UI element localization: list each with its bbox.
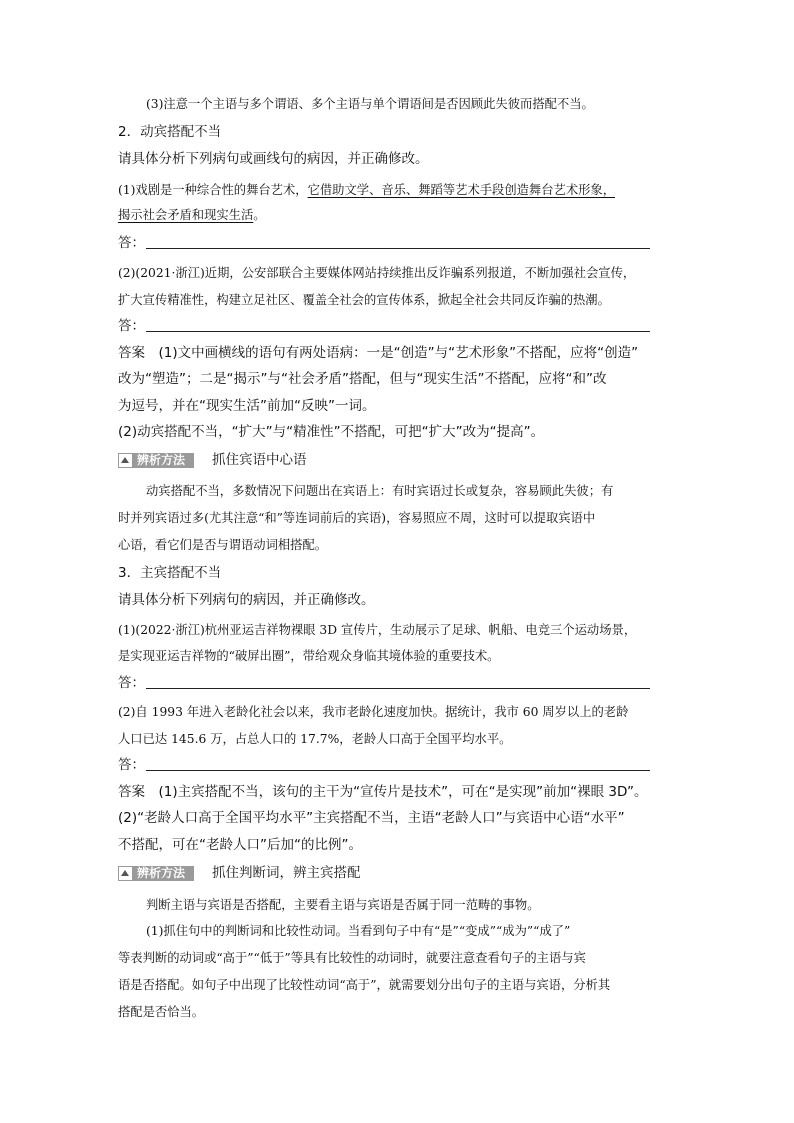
question-2-line-2: 扩大宣传精准性，构建立足社区、覆盖全社会的宣传体系，掀起全社会共同反诈骗的热潮。 <box>118 293 610 307</box>
method-2-line-3: 等表判断的动词或“高于”“低于”等具有比较性的动词时，就要注意查看句子的主语与宾 <box>118 951 586 965</box>
method-title-1: 抓住宾语中心语 <box>212 452 307 468</box>
note-line-3: (3)注意一个主语与多个谓语、多个主语与单个谓语间是否因顾此失彼而搭配不当。 <box>146 97 594 111</box>
instruction-3: 请具体分析下列病句的病因，并正确修改。 <box>118 592 375 608</box>
question-2-line-1: (2)(2021·浙江)近期，公安部联合主要媒体网站持续推出反诈骗系列报道，不断加强社会宣传， <box>118 266 636 280</box>
answer-label-1: 答： <box>118 235 145 251</box>
method-1-line-1: 动宾搭配不当，多数情况下问题出在宾语上：有时宾语过长或复杂，容易顾此失彼；有 <box>146 484 614 498</box>
answer-key-1-line-2: 改为“塑造”；二是“揭示”与“社会矛盾”搭配，但与“现实生活”不搭配，应将“和”改 <box>118 371 607 387</box>
method-badge-2 <box>118 866 194 881</box>
method-icon <box>119 867 132 880</box>
question-4-line-1: (2)自 1993 年进入老龄化社会以来，我市老龄化速度加快。据统计，我市 60 周岁以上的老龄 <box>118 705 629 719</box>
method-badge-label: 辨析方法 <box>137 453 186 467</box>
question-1-end: 。 <box>253 208 266 222</box>
question-1-line-1 <box>118 180 678 200</box>
question-1-text: (1)戏剧是一种综合性的舞台艺术， <box>118 183 308 197</box>
answer-blank-4[interactable] <box>146 770 650 771</box>
answer-key-1-line-1: 答案 (1)文中画横线的语句有两处语病：一是“创造”与“艺术形象”不搭配，应将“创造” <box>118 345 639 361</box>
answer-key-2-line-3: 不搭配，可在“老龄人口”后加“的比例”。 <box>118 837 362 853</box>
answer-label-2: 答： <box>118 318 145 334</box>
answer-label-3: 答： <box>118 675 145 691</box>
method-2-line-1: 判断主语与宾语是否搭配，主要看主语与宾语是否属于同一范畴的事物。 <box>146 898 540 912</box>
method-icon <box>119 454 132 467</box>
answer-key-1-line-4: (2)动宾搭配不当，“扩大”与“精准性”不搭配，可把“扩大”改为“提高”。 <box>118 424 545 440</box>
method-1-line-3: 心语，看它们是否与谓语动词相搭配。 <box>118 538 328 552</box>
question-3-line-1: (1)(2022·浙江)杭州亚运吉祥物裸眼 3D 宣传片，生动展示了足球、帆船、电竞三个运动场景， <box>118 623 637 637</box>
method-badge-1 <box>118 453 194 468</box>
answer-key-1-line-3: 为逗号，并在“现实生活”前加“反映”一词。 <box>118 398 376 414</box>
instruction-2: 请具体分析下列病句或画线句的病因，并正确修改。 <box>118 151 429 167</box>
method-badge-label: 辨析方法 <box>137 866 186 880</box>
answer-blank-2[interactable] <box>146 331 650 332</box>
method-title-2: 抓住判断词，辨主宾搭配 <box>212 865 361 881</box>
question-1-underlined-2: 揭示社会矛盾和现实生活 <box>118 208 254 222</box>
method-2-line-4: 语是否搭配。如句子中出现了比较性动词“高于”，就需要划分出句子的主语与宾语，分析其 <box>118 978 611 992</box>
question-1-line-2 <box>118 205 678 225</box>
section-heading-2: 2．动宾搭配不当 <box>118 124 222 140</box>
method-2-line-2: (1)抓住句中的判断词和比较性动词。当看到句子中有“是”“变成”“成为”“成了” <box>146 924 571 938</box>
answer-blank-3[interactable] <box>146 688 650 689</box>
question-1-underlined: 它借助文学、音乐、舞蹈等艺术手段创造舞台艺术形象， <box>307 183 616 197</box>
answer-key-2-line-2: (2)“老龄人口高于全国平均水平”主宾搭配不当，主语“老龄人口”与宾语中心语“水平” <box>118 810 625 826</box>
answer-key-2-line-1: 答案 (1)主宾搭配不当，该句的主干为“宣传片是技术”，可在“是实现”前加“裸眼 3D”。 <box>118 784 648 800</box>
section-heading-3: 3．主宾搭配不当 <box>118 565 222 581</box>
question-3-line-2: 是实现亚运吉祥物的“破屏出圈”，带给观众身临其境体验的重要技术。 <box>118 649 500 663</box>
answer-label-4: 答： <box>118 757 145 773</box>
answer-blank-1[interactable] <box>146 248 650 249</box>
question-4-line-2: 人口已达 145.6 万，占总人口的 17.7%，老龄人口高于全国平均水平。 <box>118 732 512 746</box>
method-2-line-5: 搭配是否恰当。 <box>118 1005 205 1019</box>
method-1-line-2: 时并列宾语过多(尤其注意“和”等连词前后的宾语)，容易照应不周，这时可以提取宾语中 <box>118 511 596 525</box>
